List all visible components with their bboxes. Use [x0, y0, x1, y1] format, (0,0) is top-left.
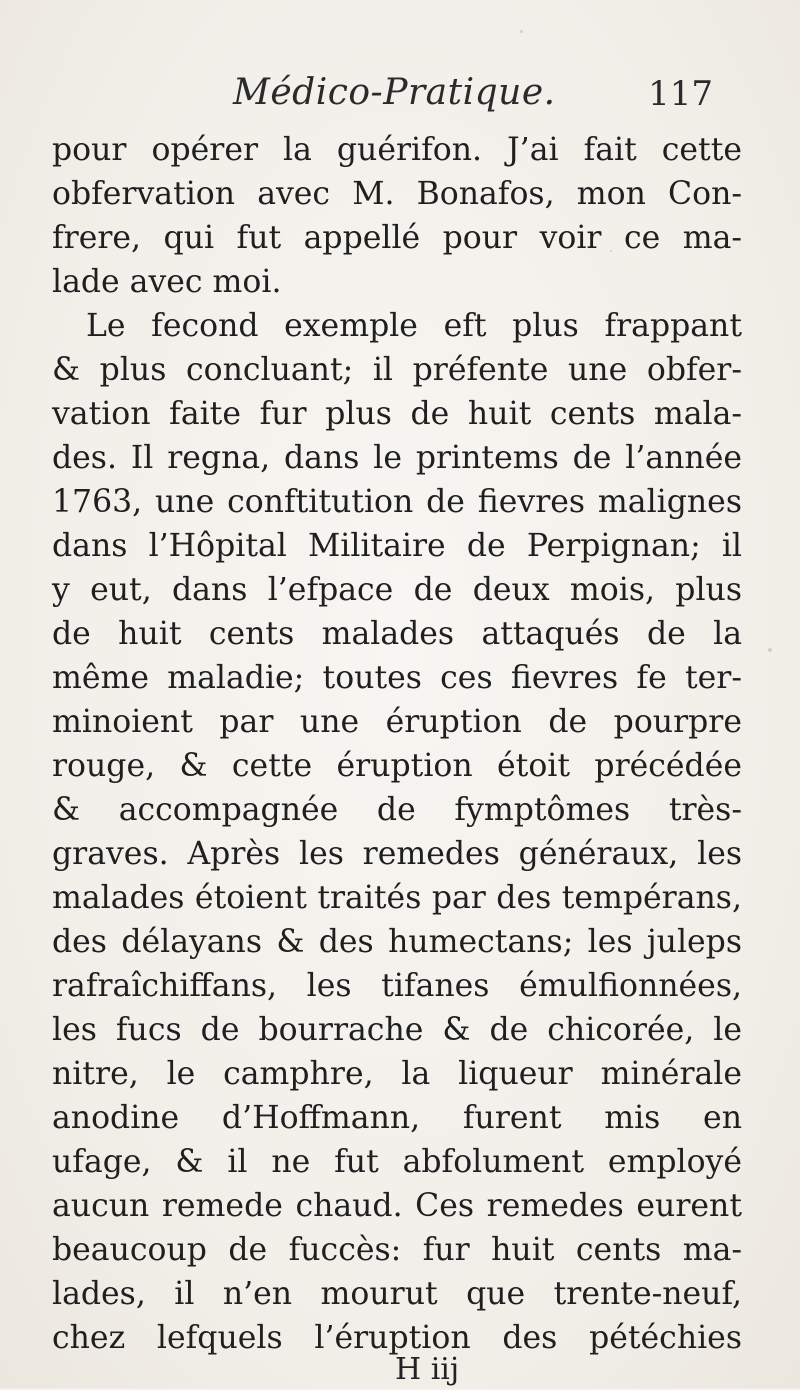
signature-mark: H iij — [395, 1352, 460, 1387]
text-line: lades, il n’en mourut que trente-neuf, — [52, 1276, 742, 1312]
running-head: Médico-Pratique. — [233, 72, 556, 113]
text-line: rouge, & cette éruption étoit précédée — [52, 748, 742, 784]
text-line: & plus concluant; il préfente une obfer- — [52, 352, 742, 388]
text-line: vation faite fur plus de huit cents mala- — [52, 396, 742, 432]
text-line: graves. Après les remedes généraux, les — [52, 836, 742, 872]
text-line: des délayans & des humectans; les juleps — [52, 924, 742, 960]
text-line: ufage, & il ne fut abfolument employé — [52, 1144, 742, 1180]
page-number: 117 — [648, 74, 713, 114]
text-line: Le fecond exemple eft plus frappant — [86, 308, 742, 344]
text-line: 1763, une conftitution de fievres malignes — [52, 484, 742, 520]
text-line: y eut, dans l’efpace de deux mois, plus — [52, 572, 742, 608]
text-line: de huit cents malades attaqués de la — [52, 616, 742, 652]
text-line: malades étoient traités par des tempérans, — [52, 880, 742, 916]
text-line: lade avec moi. — [52, 264, 282, 300]
text-line: chez lefquels l’éruption des pétéchies — [52, 1320, 742, 1356]
text-line: & accompagnée de fymptômes très- — [52, 792, 742, 828]
text-line: des. Il regna, dans le printems de l’année — [52, 440, 742, 476]
text-line: anodine d’Hoffmann, furent mis en — [52, 1100, 742, 1136]
text-line: dans l’Hôpital Militaire de Perpignan; il — [52, 528, 742, 564]
text-line: les fucs de bourrache & de chicorée, le — [52, 1012, 742, 1048]
text-line: aucun remede chaud. Ces remedes eurent — [52, 1188, 742, 1224]
text-line: pour opérer la guérifon. J’ai fait cette — [52, 132, 742, 168]
text-line: même maladie; toutes ces fievres fe ter- — [52, 660, 742, 696]
text-line: nitre, le camphre, la liqueur minérale — [52, 1056, 742, 1092]
text-line: beaucoup de fuccès: fur huit cents ma- — [52, 1232, 742, 1268]
text-line: rafraîchiffans, les tifanes émulfionnées, — [52, 968, 742, 1004]
text-line: frere, qui fut appellé pour voir ce ma- — [52, 220, 742, 256]
text-line: obfervation avec M. Bonafos, mon Con- — [52, 176, 742, 212]
text-line: minoient par une éruption de pourpre — [52, 704, 742, 740]
